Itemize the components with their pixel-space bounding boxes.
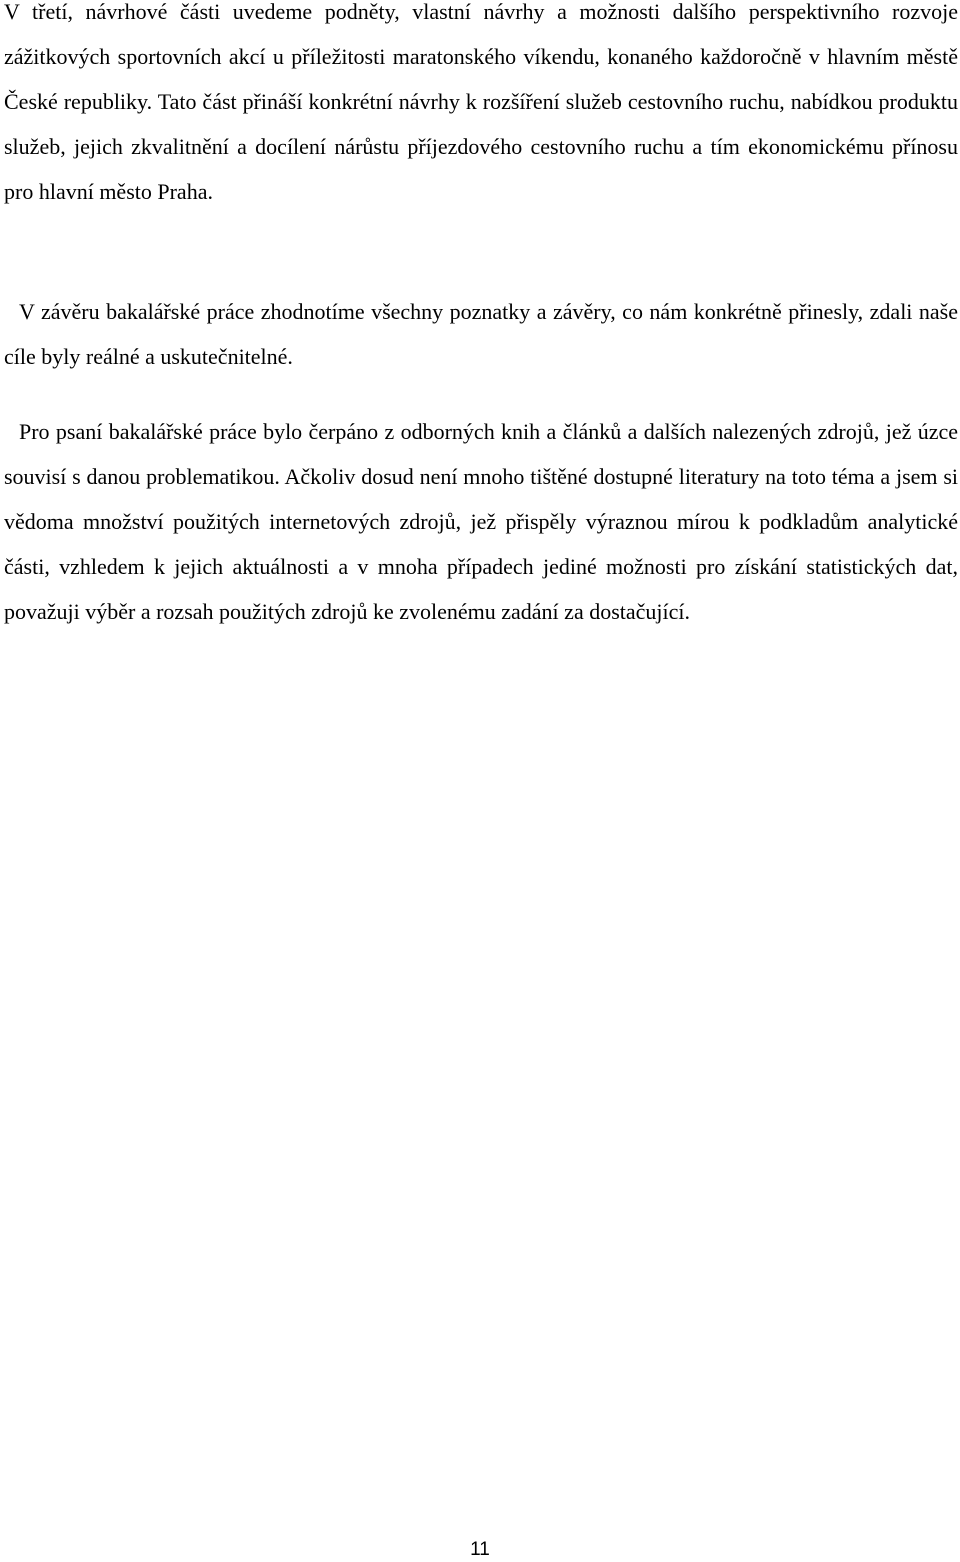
paragraph-sources: Pro psaní bakalářské práce bylo čerpáno z odborných knih a článků a dalších nalezených zdrojů, jež úzce souvisí s danou problematikou. Ačkoliv dosud není mnoho tištěné dostupné literatury na toto téma a jsem si vědoma množství použitých internetových zdrojů, jež přispěly výraznou mírou k podkladům analytické části, vzhledem k jejich aktuálnosti a v mnoha případech jediné možnosti pro získání statistických dat, považuji výběr a rozsah použitých zdrojů ke zvolenému zadání za dostačující. [4,419,958,624]
page-number: 11 [470,1539,490,1560]
paragraph-proposals: V třetí, návrhové části uvedeme podněty, vlastní návrhy a možnosti dalšího perspektivního rozvoje zážitkových sportovních akcí u příležitosti maratonského víkendu, konaného každoročně v hlavním městě České republiky. Tato část přináší konkrétní návrhy k rozšíření služeb cestovního ruchu, nabídkou produktu služeb, jejich zkvalitnění a docílení nárůstu příjezdového cestovního ruchu a tím ekonomickému přínosu pro hlavní město Praha. [4,0,958,204]
paragraph-conclusion: V závěru bakalářské práce zhodnotíme všechny poznatky a závěry, co nám konkrétně přinesly, zdali naše cíle byly reálné a uskutečnitelné. [4,299,958,369]
